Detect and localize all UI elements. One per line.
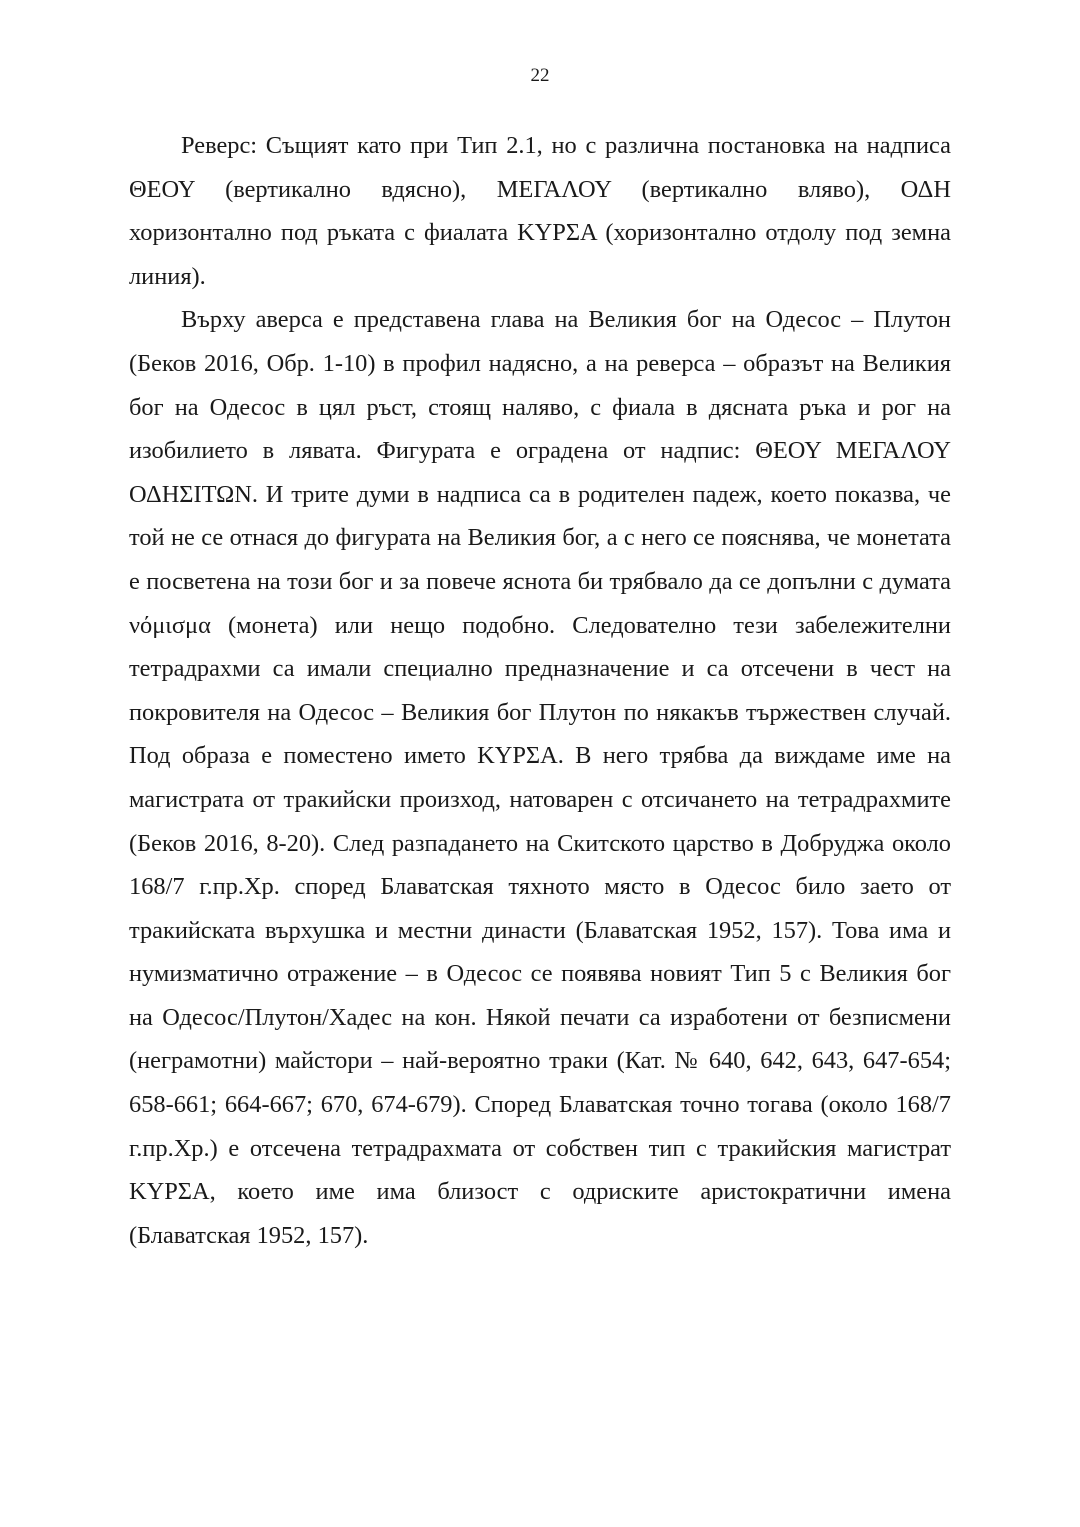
paragraph-reverse-description: Реверс: Същият като при Тип 2.1, но с различна постановка на надписа ΘΕΟΥ (вертикално вдясно), ΜΕΓΑΛΟΥ (вертикално вляво), ΟΔΗ хоризонтално под ръката с фиалата ΚΥΡΣΑ (хоризонтално отдолу под земна линия). — [129, 132, 951, 290]
paragraph-great-god-discussion: Върху аверса е представена глава на Великия бог на Одесос – Плутон (Беков 2016, Обр. 1-10) в профил надясно, а на реверса – образът на Великия бог на Одесос в цял ръст, стоящ наляво, с фиала в дясната ръка и рог на изобилието в лявата. Фигурата е оградена от надпис: ΘΕΟΥ ΜΕΓΑΛΟΥ ΟΔΗΣΙΤΩΝ. И трите думи в надписа са в родителен падеж, което показва, че той не се отнася до фигурата на Великия бог, а с него се пояснява, че монетата е посветена на този бог и за повече яснота би трябвало да се допълни с думата νόμισμα (монета) или нещо подобно. Следователно тези забележителни тетрадрахми са имали специално предназначение и са отсечени в чест на покровителя на Одесос – Великия бог Плутон по някакъв тържествен случай. Под образа е поместено името ΚΥΡΣΑ. В него трябва да виждаме име на магистрата от тракийски произход, натоварен с отсичането на тетрадрахмите (Беков 2016, 8-20). След разпадането на Скитското царство в Добруджа около 168/7 г.пр.Хр. според Блаватская тяхното място в Одесос било заето от тракийската върхушка и местни династи (Блаватская 1952, 157). Това има и нумизматично отражение – в Одесос се появява новият Тип 5 с Великия бог на Одесос/Плутон/Хадес на кон. Някой печати са изработени от безписмени (неграмотни) майстори – най-вероятно траки (Кат. № 640, 642, 643, 647-654; 658-661; 664-667; 670, 674-679). Според Блаватская точно тогава (около 168/7 г.пр.Хр.) е отсечена тетрадрахмата от собствен тип с тракийския магистрат ΚΥΡΣΑ, което име има близост с одриските аристократични имена (Блаватская 1952, 157). — [129, 306, 951, 1249]
page-number: 22 — [530, 65, 550, 86]
body-text — [129, 124, 951, 1257]
